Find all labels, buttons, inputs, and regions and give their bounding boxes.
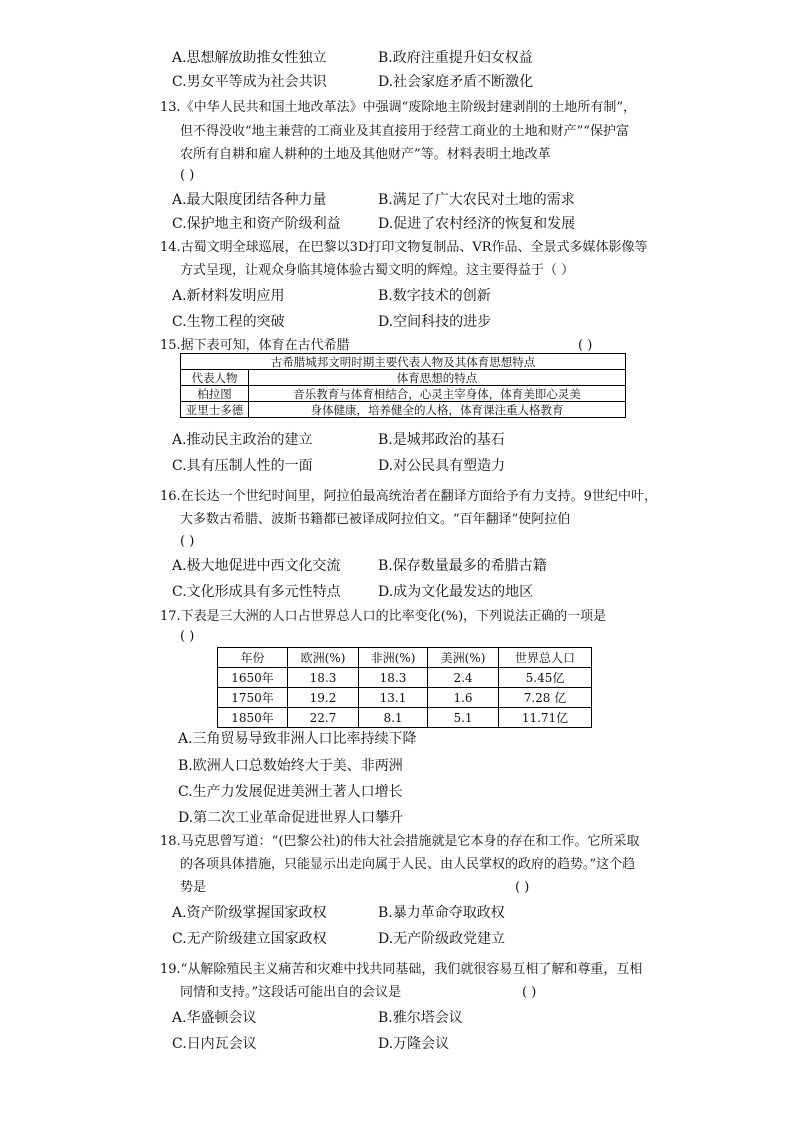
q17-table-cell: 1650年 <box>218 668 288 688</box>
q15-option-d: D.对公民具有塑造力 <box>378 458 506 474</box>
q16-option-c: C.文化形成具有多元性特点 <box>172 584 341 600</box>
q16-option-b: B.保存数量最多的希腊古籍 <box>378 558 547 574</box>
q17-table-cell: 7.28 亿 <box>499 688 592 708</box>
q17-table-cell: 22.7 <box>288 708 359 728</box>
q17-table-cell: 19.2 <box>288 688 359 708</box>
q13-option-c: C.保护地主和资产阶级利益 <box>172 216 341 232</box>
q15-table <box>180 353 626 418</box>
q17-option-a: A.三角贸易导致非洲人口比率持续下降 <box>178 731 417 747</box>
q12-option-c: C.男女平等成为社会共识 <box>172 74 327 90</box>
q18-option-a: A.资产阶级掌握国家政权 <box>172 905 327 921</box>
q16-stem-line1: 16.在长达一个世纪时间里，阿拉伯最高统治者在翻译方面给予有力支持。9世纪中叶， <box>160 489 657 504</box>
q18-option-d: D.无产阶级政党建立 <box>378 931 506 947</box>
q15-stem-line1: 15.据下表可知，体育在古代希腊 <box>160 338 350 353</box>
q15-table-cell: 身体健康，培养健全的人格，体育课注重人格教育 <box>249 402 626 418</box>
q17-table <box>217 647 592 728</box>
q17-answer-bracket: ( ) <box>180 629 195 644</box>
q15-table-cell: 亚里士多德 <box>181 402 249 418</box>
q19-option-c: C.日内瓦会议 <box>172 1036 257 1052</box>
q17-table-header: 世界总人口 <box>499 648 592 668</box>
table-row <box>181 386 626 402</box>
q15-table-cell: 音乐教育与体育相结合，心灵主宰身体，体育美即心灵美 <box>249 386 626 402</box>
q17-table-header: 非洲(%) <box>359 648 428 668</box>
q17-table-cell: 11.71亿 <box>499 708 592 728</box>
q19-option-a: A.华盛顿会议 <box>172 1010 257 1026</box>
q14-stem-line1: 14.古蜀文明全球巡展，在巴黎以3D打印文物复制品、VR作品、全景式多媒体影像等 <box>160 240 648 255</box>
q17-table-cell: 1750年 <box>218 688 288 708</box>
q12-option-a: A.思想解放助推女性独立 <box>172 50 327 66</box>
q12-option-d: D.社会家庭矛盾不断激化 <box>378 74 534 90</box>
q18-option-c: C.无产阶级建立国家政权 <box>172 931 327 947</box>
q13-stem-line2: 但不得没收“地主兼营的工商业及其直接用于经营工商业的土地和财产”“保护富 <box>180 124 629 139</box>
q14-option-b: B.数字技术的创新 <box>378 288 491 304</box>
q17-table-header: 欧洲(%) <box>288 648 359 668</box>
q15-table-header: 代表人物 <box>181 370 249 386</box>
q15-option-b: B.是城邦政治的基石 <box>378 432 505 448</box>
q17-option-d: D.第二次工业革命促进世界人口攀升 <box>178 810 404 826</box>
q18-stem-line1: 18.马克思曾写道：“(巴黎公社)的伟大社会措施就是它本身的存在和工作。它所采取 <box>160 834 640 849</box>
table-row <box>181 402 626 418</box>
q15-table-title: 古希腊城邦文明时期主要代表人物及其体育思想特点 <box>181 354 626 370</box>
q19-stem-line2: 同情和支持。”这段话可能出自的会议是 <box>180 985 402 1000</box>
q13-option-d: D.促进了农村经济的恢复和发展 <box>378 216 576 232</box>
q14-option-c: C.生物工程的突破 <box>172 314 285 330</box>
q13-stem-line3: 农所有自耕和雇人耕种的土地及其他财产”等。材料表明土地改革 <box>180 147 551 162</box>
q17-stem-line1: 17.下表是三大洲的人口占世界总人口的比率变化(%)，下列说法正确的一项是 <box>160 609 607 624</box>
table-row <box>218 708 592 728</box>
q16-option-a: A.极大地促进中西文化交流 <box>172 558 341 574</box>
q18-option-b: B.暴力革命夺取政权 <box>378 905 505 921</box>
q19-option-b: B.雅尔塔会议 <box>378 1010 463 1026</box>
q17-option-c: C.生产力发展促进美洲土著人口增长 <box>178 784 403 800</box>
q14-option-a: A.新材料发明应用 <box>172 288 285 304</box>
q17-table-cell: 8.1 <box>359 708 428 728</box>
q19-option-d: D.万隆会议 <box>378 1036 450 1052</box>
q17-table-cell: 1.6 <box>428 688 499 708</box>
q17-table-header: 美洲(%) <box>428 648 499 668</box>
q16-stem-line2: 大多数古希腊、波斯书籍都已被译成阿拉伯文。“百年翻译”使阿拉伯 <box>180 512 571 527</box>
q17-table-cell: 2.4 <box>428 668 499 688</box>
q17-table-cell: 18.3 <box>359 668 428 688</box>
q18-answer-bracket: ( ) <box>515 880 530 895</box>
q15-answer-bracket: ( ) <box>578 338 593 353</box>
q15-option-a: A.推动民主政治的建立 <box>172 432 313 448</box>
q14-option-d: D.空间科技的进步 <box>378 314 492 330</box>
q13-answer-bracket: ( ) <box>180 168 195 183</box>
q15-option-c: C.具有压制人性的一面 <box>172 458 313 474</box>
q17-table-cell: 5.45亿 <box>499 668 592 688</box>
q17-table-cell: 1850年 <box>218 708 288 728</box>
q15-table-cell: 柏拉图 <box>181 386 249 402</box>
q13-stem-line1: 13.《中华人民共和国土地改革法》中强调“废除地主阶级封建剥削的土地所有制”， <box>160 100 636 115</box>
q17-table-header: 年份 <box>218 648 288 668</box>
q16-option-d: D.成为文化最发达的地区 <box>378 584 534 600</box>
q16-answer-bracket: ( ) <box>180 534 195 549</box>
table-row <box>218 688 592 708</box>
table-row <box>218 668 592 688</box>
q13-option-a: A.最大限度团结各种力量 <box>172 192 327 208</box>
q17-table-cell: 13.1 <box>359 688 428 708</box>
q18-stem-line2: 的各项具体措施，只能显示出走向属于人民、由人民掌权的政府的趋势。”这个趋 <box>180 857 636 872</box>
q19-stem-line1: 19.“从解除殖民主义痛苦和灾难中找共同基础，我们就很容易互相了解和尊重，互相 <box>160 962 643 977</box>
q13-option-b: B.满足了广大农民对土地的需求 <box>378 192 575 208</box>
q17-option-b: B.欧洲人口总数始终大于美、非两洲 <box>178 758 403 774</box>
q17-table-cell: 18.3 <box>288 668 359 688</box>
q17-table-cell: 5.1 <box>428 708 499 728</box>
q12-option-b: B.政府注重提升妇女权益 <box>378 50 533 66</box>
q14-stem-line2: 方式呈现，让观众身临其境体验古蜀文明的辉煌。这主要得益于（ ） <box>180 263 575 278</box>
q19-answer-bracket: ( ) <box>522 985 537 1000</box>
q15-table-header: 体育思想的特点 <box>249 370 626 386</box>
q18-stem-line3: 势是 <box>180 880 207 895</box>
